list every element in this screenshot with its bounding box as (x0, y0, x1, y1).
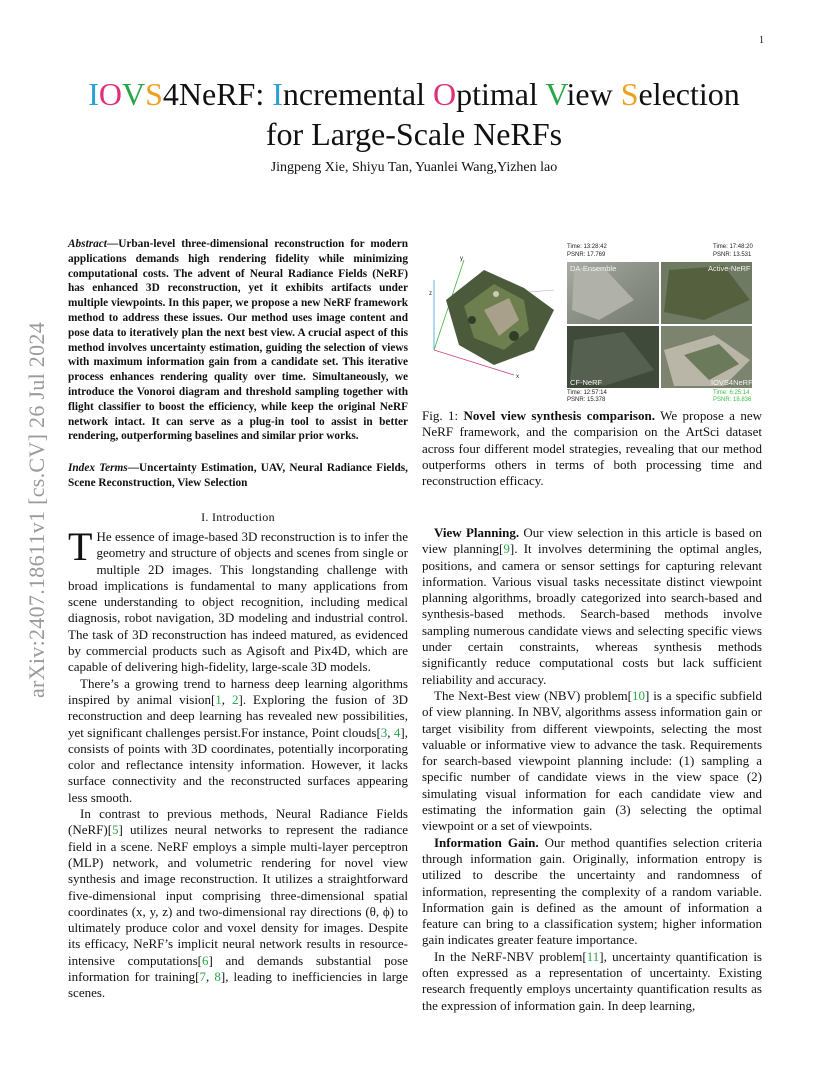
title-initial-o: O (433, 76, 457, 112)
title-fragment: ptimal (456, 76, 546, 112)
citation-link[interactable]: 9 (503, 541, 510, 557)
citation-link[interactable]: 3 (380, 724, 388, 740)
panel-psnr: PSNR: 17.769 (567, 252, 606, 258)
caption-label: Fig. 1: (422, 408, 459, 423)
axis-label-x: x (516, 374, 519, 380)
page-number: 1 (759, 35, 764, 46)
panel-time: Time: 17:48:20 (713, 244, 753, 250)
drop-cap: T (68, 524, 93, 569)
paragraph-text: The Next-Best view (NBV) problem[ (434, 687, 632, 703)
citation-link[interactable]: 1 (215, 691, 222, 707)
intro-paragraph-2: There’s a growing trend to harness deep learning algorithms inspired by animal vision[1, 2]. Exploring the fusion of 3D reconstruction and deep learning has revealed new possibilities, yet significant challenges persist.For instance, Point clouds[3, 4], consists of points with 3D coordinates, potentially incorporating color and reflectance intensity information. However, it lacks surface connectivity and the reconstructed surfaces appearing less smooth. (68, 675, 409, 805)
arxiv-identifier (12, 295, 62, 725)
paragraph-text: ]. Exploring the fusion of 3D reconstruction and deep learning has revealed new possibilities, yet significant challenges persist.For instance, Point clouds[ (68, 691, 409, 740)
title-fragment: 4NeRF: (162, 76, 273, 112)
panel-psnr: PSNR: 15.378 (567, 397, 606, 403)
information-gain-paragraph (422, 835, 762, 949)
abstract-text: —Urban-level three-dimensional reconstruction for modern applications demands high rendering fidelity while minimizing computational costs. The advent of Neural Radiance Fields (NeRF) has enhanced 3D reconstruction, yet it exhibits artifacts under multiple viewpoints. In this paper, we propose a new NeRF framework method to address these issues. Our method uses image content and pose data to iteratively plan the next best view. A crucial aspect of this method involves uncertainty estimation, guiding the selection of views with maximum information gain from a candidate set. This iterative process enhances rendering quality over time. Simultaneously, we introduce the Vonoroi diagram and threshold sampling together with flight classifier to boost the efficiency, while keep the original NeRF network intact. It can serve as a plug-in tool to assist in better rendering, outperforming baselines and similar prior works. (68, 238, 408, 443)
nbv-paragraph (422, 688, 762, 835)
paper-title (40, 74, 788, 154)
citation-link[interactable]: 4 (393, 724, 401, 740)
paragraph-text: Our method quantifies selection criteria through information gain. Originally, information entropy is utilized to describe the uncertainty and randomness of information, representing the complexity of a random variable. Information gain is defined as the amount of information a feature can bring to a classification system; higher information gain indicates greater feature importance. (422, 834, 763, 948)
paragraph-text: In the NeRF-NBV problem[ (434, 948, 587, 964)
abstract (68, 237, 408, 444)
intro-paragraph-3: In contrast to previous methods, Neural Radiance Fields (NeRF)[5] utilizes neural networks to represent the radiance field in a scene. NeRF employs a simple multi-layer perceptron (MLP) network, and volumetric rendering for novel view synthesis and image reconstruction. It utilizes a straightforward five-dimensional input comprising three-dimensional spatial coordinates (x, y, z) and two-dimensional ray directions (θ, ϕ) to ultimately produce color and voxel density for images. Despite its efficacy, NeRF’s implicit neural network results in resource-intensive computations[6] and demands substantial pose information for training[7, 8], leading to inefficiencies in large scenes. (68, 806, 408, 1001)
title-line-2: for Large-Scale NeRFs (265, 116, 563, 152)
title-initial-s: S (620, 76, 639, 112)
title-fragment: ncremental (282, 76, 434, 112)
intro-paragraph-1 (68, 524, 408, 676)
paragraph-text: ]. It involves determining the optimal angles, positions, and camera or sensor settings for capturing relevant information. Various visual tasks necessitate distinct viewpoint planning algorithms, broadly categorized into search-based and synthesis-based methods. Search-based methods involve sampling numerous candidate views and selecting specific views under certain constraints, whereas synthesis methods significantly reduce computational costs but lack sufficient reliability and accuracy. (422, 541, 762, 687)
paragraph-text: ], leading to inefficiencies in large scenes. (68, 969, 408, 1001)
panel-label: DA-Ensemble (570, 264, 617, 273)
title-initial-i: I (272, 76, 283, 112)
paragraph-text: ] utilizes neural networks to represent the radiance field in a scene. NeRF employs a simple multi-layer perceptron (MLP) network, and volumetric rendering for novel view synthesis and image reconstruction. It utilizes a straightforward five-dimensional input comprising three-dimensional spatial coordinates (x, y, z) and two-dimensional ray directions (θ, ϕ) to ultimately produce color and voxel density for images. Despite its efficacy, NeRF’s implicit neural network results in resource-intensive computations[ (68, 822, 408, 968)
panel-psnr: PSNR: 13.531 (713, 252, 752, 258)
index-terms-text: —Uncertainty Estimation, UAV, Neural Radiance Fields, Scene Reconstruction, View Selection (68, 462, 409, 489)
citation-link[interactable]: 2 (232, 691, 239, 707)
paragraph-text: He essence of image-based 3D reconstruction is to infer the geometry and structure of objects and scenes from single or multiple 2D images. This longstanding challenge with broad implications is fundamental to many applications from scene understanding to object recognition, including medical diagnosis, robot navigation, 3D modeling and industrial control. The task of 3D reconstruction has indeed matured, as evidenced by commercial products such as Agisoft and Pix4D, which are capable of delivering high-fidelity, large-scale 3D models. (68, 529, 408, 675)
axis-label-z: z (429, 291, 432, 297)
index-terms-label: Index Terms (68, 462, 128, 474)
title-fragment: iew (566, 76, 621, 112)
panel-label: CF-NeRF (570, 378, 603, 387)
paragraph-text: Our view selection in this article is based on view planning[ (422, 525, 762, 557)
title-letter-s: S (145, 76, 163, 112)
paragraph-text: ], consists of points with 3D coordinates, potentially incorporating color and reflectance intensity information. However, it lacks surface connectivity and the reconstructed surfaces appearing less smooth. (68, 724, 409, 805)
citation-link[interactable]: 7 (199, 969, 207, 985)
caption-title: Novel view synthesis comparison. (463, 408, 655, 423)
nerf-nbv-paragraph (422, 949, 762, 1014)
title-letter-v: V (121, 76, 146, 112)
citation-link[interactable]: 11 (586, 948, 600, 964)
panel-time-highlight: Time: 6:25:14 (713, 390, 750, 396)
paragraph-text: ] is a specific subfield of view planning. In NBV, algorithms assess information gain or target visibility from different viewpoints, selecting the most valuable or informative view to advance the task. Requirements for search-based viewpoint planning include: (1) sampling a specific number of candidate views in the view space (2) simulating visual information for each candidate view and estimating the information gain (3) selecting the optimal viewpoint or a set of viewpoints. (422, 687, 762, 834)
view-planning-paragraph (422, 525, 762, 688)
citation-link[interactable]: 10 (631, 687, 645, 703)
introduction-column (68, 524, 409, 1002)
right-column (422, 525, 762, 1014)
panel-label: Active-NeRF (708, 264, 751, 273)
panel-label: IOVS4NeRF (711, 378, 753, 387)
paragraph-text: ] and demands substantial pose information for training[ (68, 952, 408, 985)
title-initial-v: V (545, 76, 567, 112)
title-letter-i: I (88, 76, 99, 112)
figure-caption (422, 408, 762, 489)
citation-link[interactable]: 6 (202, 952, 209, 968)
paragraph-text: There’s a growing trend to harness deep learning algorithms inspired by animal vision[ (68, 675, 408, 707)
panel-time: Time: 13:28:42 (567, 244, 607, 250)
section-heading: I. Introduction (201, 510, 275, 524)
citation-link[interactable]: 8 (214, 969, 221, 985)
caption-text: We propose a new NeRF framework, and the comparision on the ArtSci dataset across four different model strategies, revealing that our method outperforms others in terms of both processing time and reconstruction efficacy. (422, 408, 762, 489)
paragraph-text: In contrast to previous methods, Neural Radiance Fields (NeRF)[ (68, 806, 408, 838)
reconstruction-render (429, 256, 554, 380)
abstract-label: Abstract (68, 238, 107, 250)
paragraph-text: ], uncertainty quantification is often expressed as a representation of uncertainty. Existing research frequently employs uncertainty quantification results as the expression of information gain. In deep learning, (422, 948, 762, 1013)
title-line-1 (40, 74, 788, 114)
axis-label-y: y (460, 256, 463, 262)
figure-1 (424, 240, 762, 403)
author-list: Jingpeng Xie, Shiyu Tan, Yuanlei Wang,Yizhen lao (270, 160, 558, 175)
title-letter-o: O (98, 76, 122, 112)
paragraph-heading: Information Gain. (434, 834, 539, 850)
index-terms (68, 461, 408, 491)
panel-psnr-highlight: PSNR: 18.836 (713, 397, 752, 403)
figure-graphic (424, 240, 762, 403)
paragraph-heading: View Planning. (434, 525, 520, 540)
title-fragment: election (638, 76, 740, 112)
panel-time: Time: 12:57:14 (567, 390, 607, 396)
citation-link[interactable]: 5 (112, 822, 119, 838)
comparison-grid (567, 244, 753, 403)
arxiv-identifier-text: arXiv:2407.18611v1 [cs.CV] 26 Jul 2024 (24, 321, 49, 699)
